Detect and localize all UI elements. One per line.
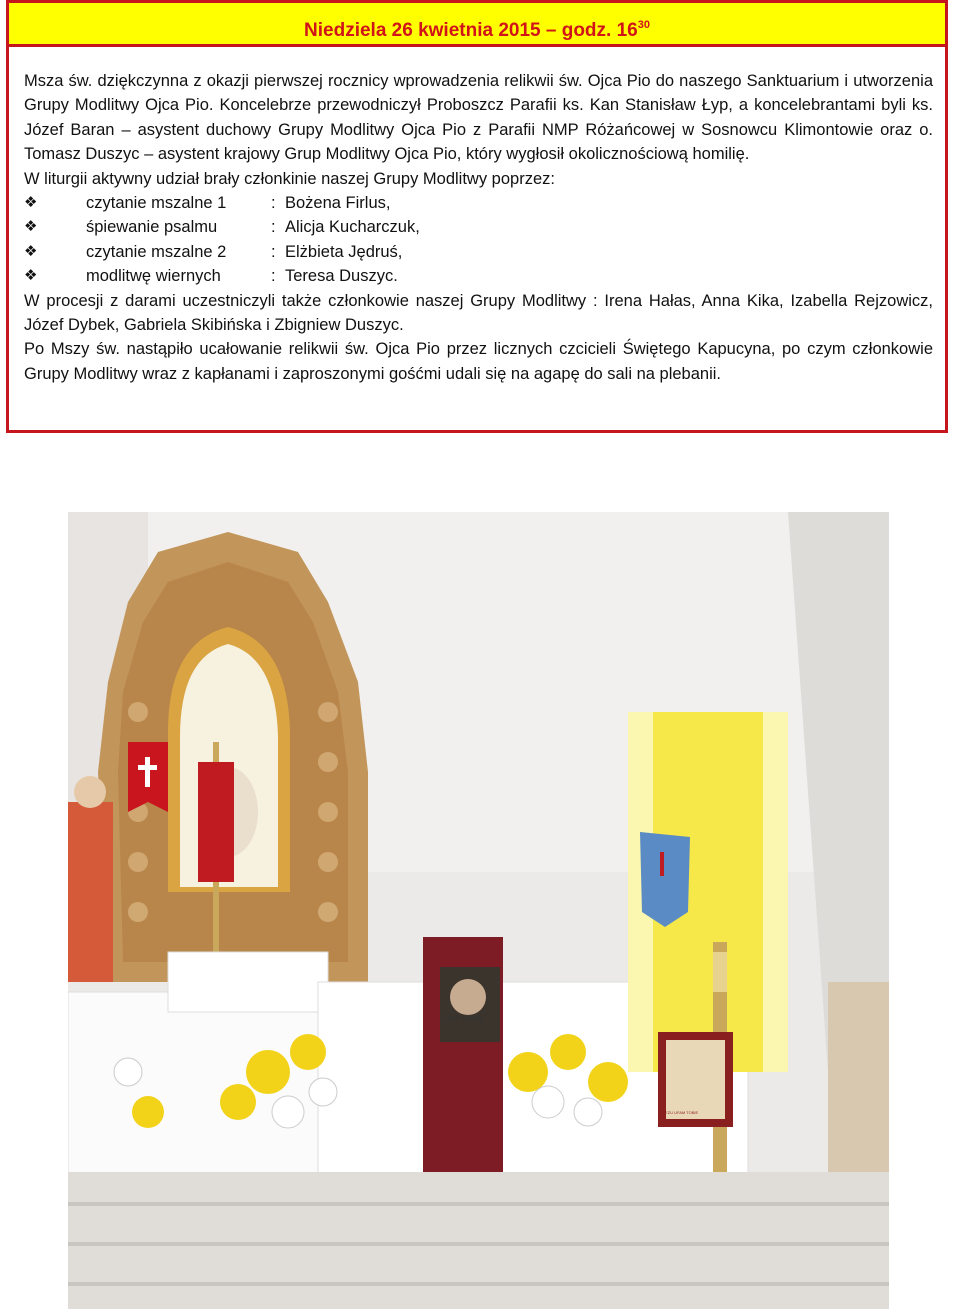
role-colon: :: [271, 267, 276, 286]
diamond-bullet-icon: ❖: [24, 242, 38, 260]
role-colon: :: [271, 218, 276, 237]
role-colon: :: [271, 194, 276, 213]
date-header: [9, 3, 945, 47]
role-person: Bożena Firlus,: [285, 194, 391, 213]
diamond-bullet-icon: ❖: [24, 267, 38, 285]
list-item: [24, 215, 933, 239]
diamond-bullet-icon: ❖: [24, 194, 38, 212]
announcement-body: [9, 47, 945, 386]
photo-image-caption: JEZU UFAM TOBIE: [663, 1110, 699, 1115]
role-colon: :: [271, 242, 276, 261]
time-superscript: 30: [637, 19, 650, 31]
role-person: Teresa Duszyc.: [285, 267, 398, 286]
diamond-bullet-icon: ❖: [24, 218, 38, 236]
paragraph-veneration: Po Mszy św. nastąpiło ucałowanie relikwii św. Ojca Pio przez licznych czcicieli Świętego Kapucyna, po czym członkowie Grupy Modlitwy wraz z kapłanami i zaproszonymi gośćmi udali się na agapę do sali na plebanii.: [24, 340, 933, 383]
altar-photo: [68, 512, 889, 1309]
list-item: [24, 191, 933, 215]
role-label: czytanie mszalne 2: [86, 242, 227, 261]
photo-banner-text: AVE MARIA: [446, 1016, 484, 1023]
role-label: czytanie mszalne 1: [86, 194, 227, 213]
role-label: modlitwę wiernych: [86, 267, 221, 286]
announcement-box: [6, 0, 948, 433]
role-label: śpiewanie psalmu: [86, 218, 218, 237]
role-person: Elżbieta Jędruś,: [285, 242, 403, 261]
altar-photo-icon: [68, 512, 889, 1309]
roles-list: [24, 191, 933, 289]
list-item: [24, 264, 933, 288]
list-item: [24, 240, 933, 264]
paragraph-liturgy: W liturgii aktywny udział brały członkinie naszej Grupy Modlitwy poprzez:: [24, 169, 555, 188]
date-text: Niedziela 26 kwietnia 2015 – godz. 16: [304, 20, 638, 41]
paragraph-procession: W procesji z darami uczestniczyli także członkowie naszej Grupy Modlitwy : Irena Hałas, Anna Kika, Izabella Rejzowicz, Józef Dybek, Gabriela Skibińska i Zbigniew Duszyc.: [24, 291, 933, 334]
paragraph-mass: Msza św. dziękczynna z okazji pierwszej rocznicy wprowadzenia relikwii św. Ojca Pio do naszego Sanktuarium i utworzenia Grupy Modlitwy Ojca Pio. Koncelebrze przewodniczył Proboszcz Parafii ks. Kan Stanisław Łyp, a koncelebrantami byli ks. Józef Baran – asystent duchowy Grupy Modlitwy Ojca Pio z Parafii NMP Różańcowej w Sosnowcu Klimontowie oraz o. Tomasz Duszyc – asystent krajowy Grup Modlitwy Ojca Pio, który wygłosił okolicznościową homilię.: [24, 72, 933, 164]
role-person: Alicja Kucharczuk,: [285, 218, 420, 237]
